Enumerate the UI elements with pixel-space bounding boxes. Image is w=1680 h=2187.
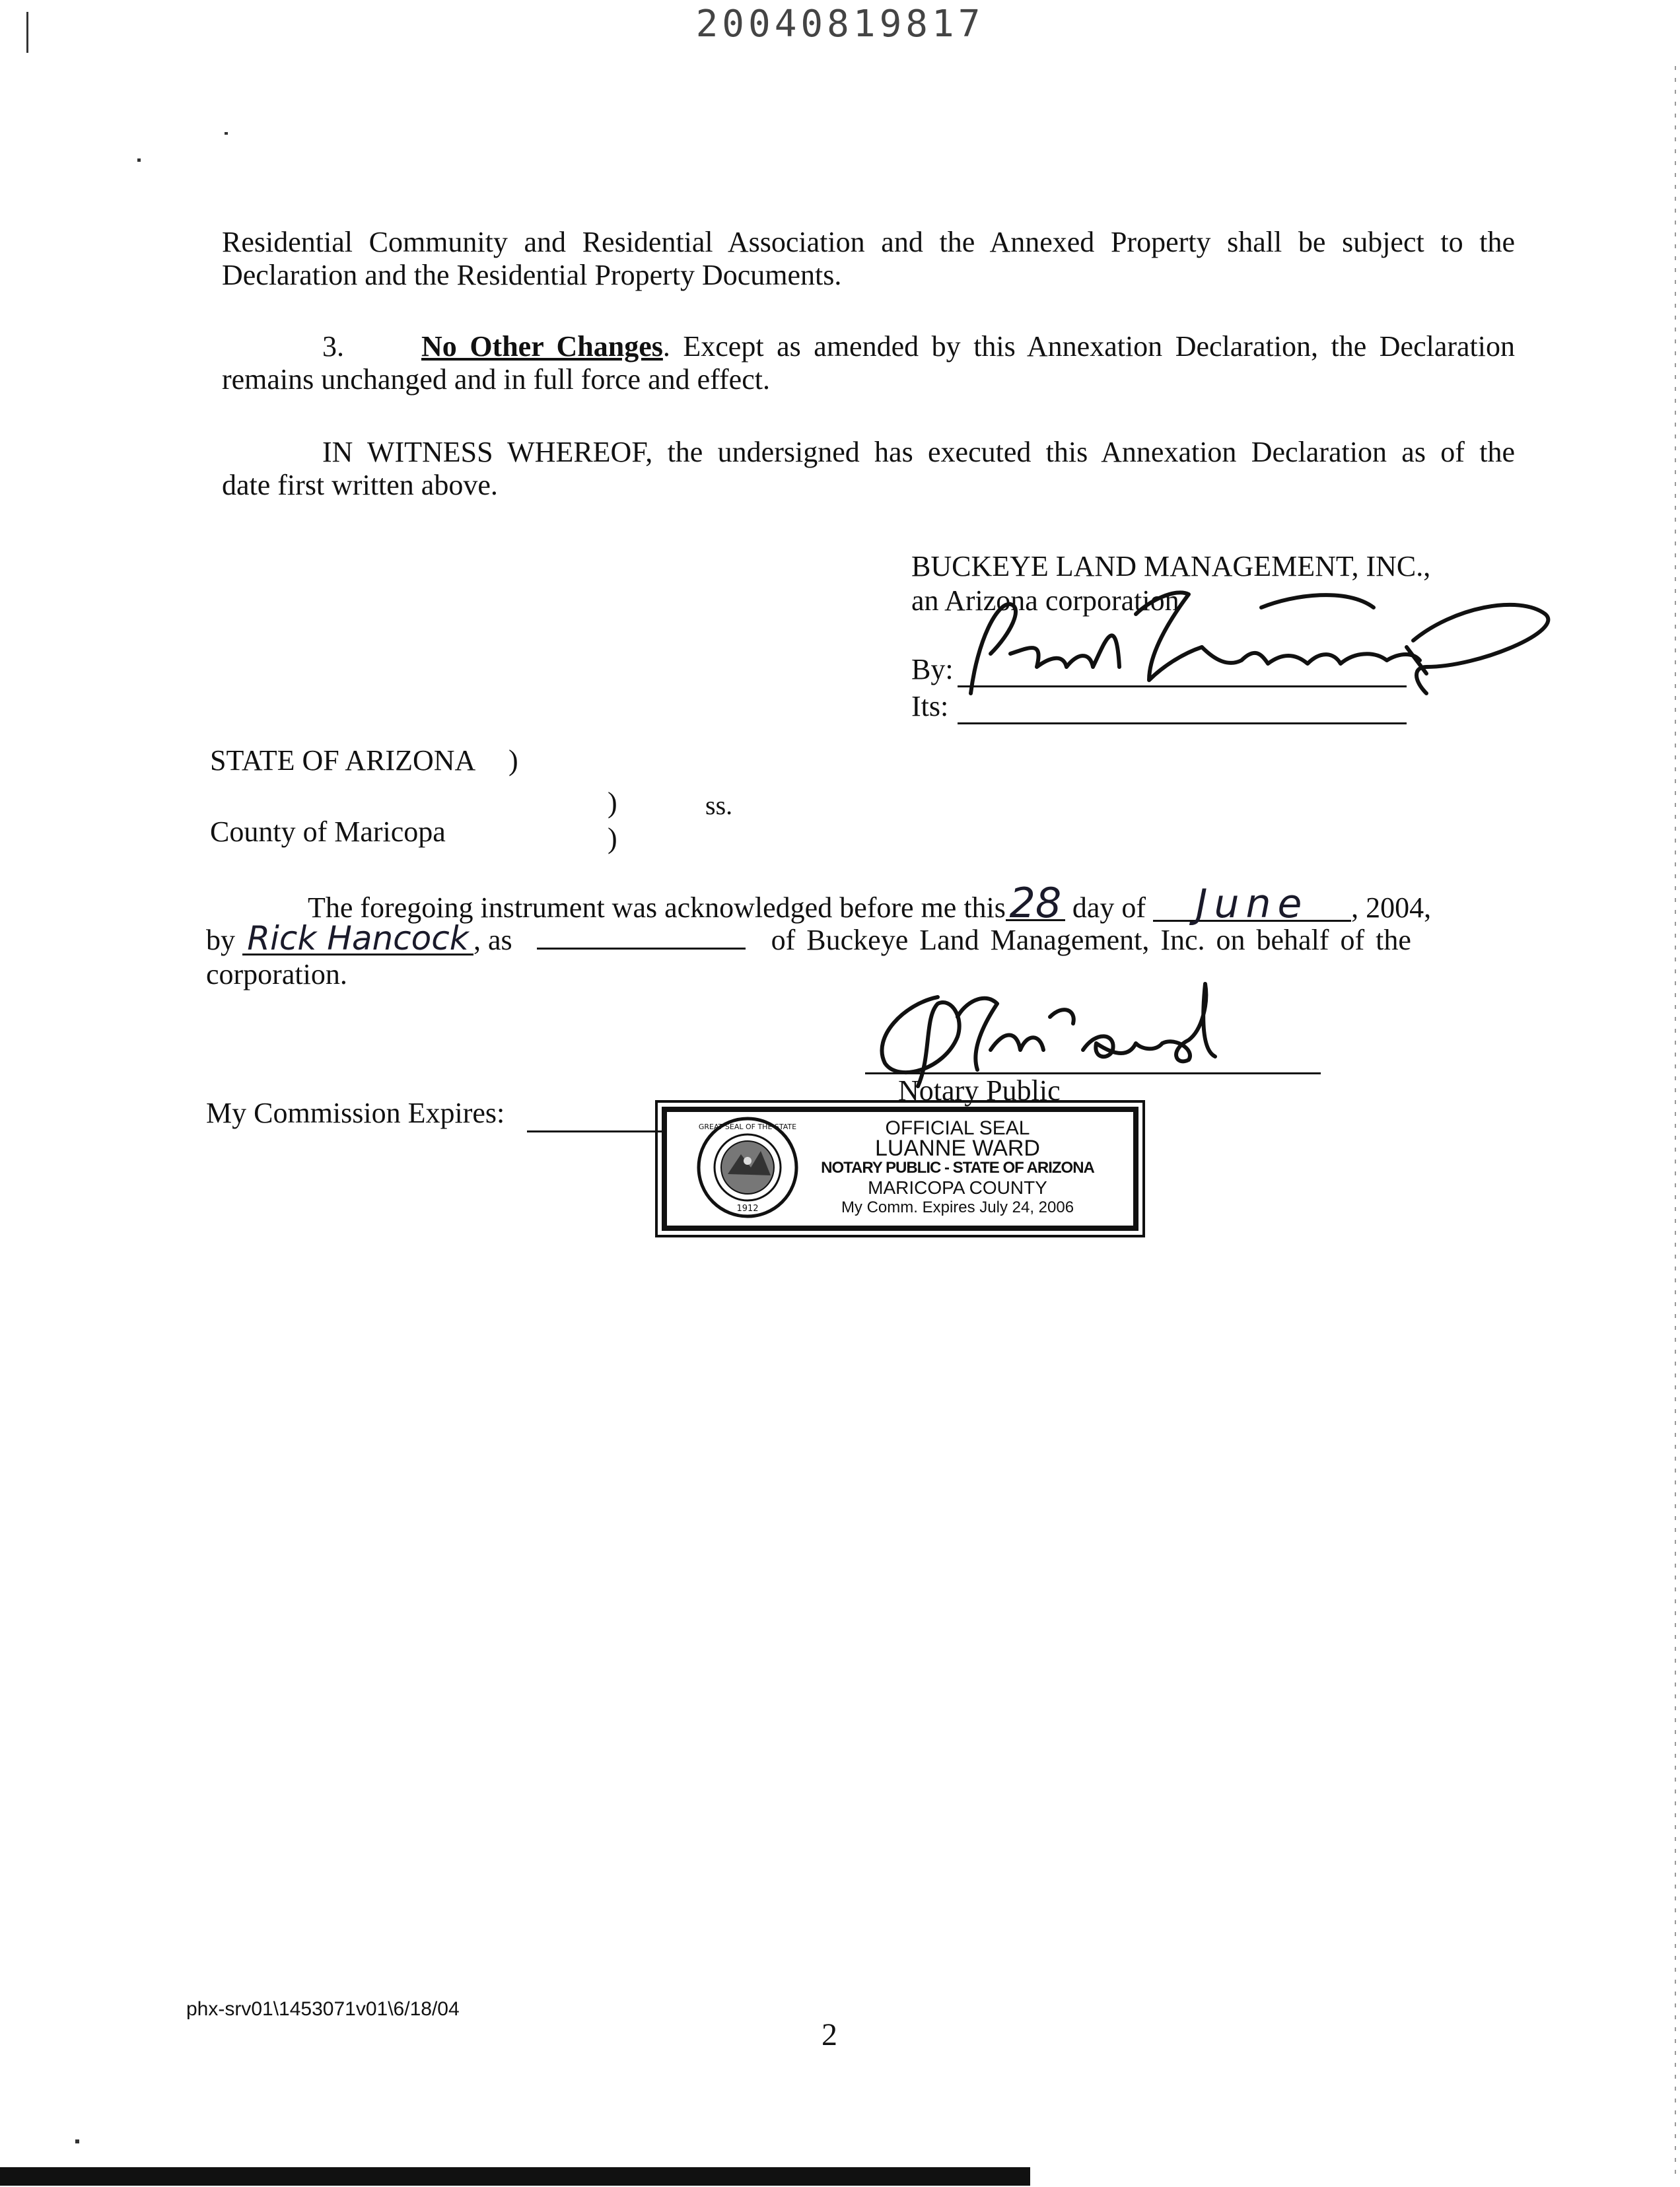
ack-text: of Buckeye Land Management, Inc. on behalf of the	[771, 924, 1411, 956]
section-number: 3.	[322, 330, 344, 363]
notary-seal-stamp	[662, 1107, 1138, 1231]
section-no-other-changes	[222, 330, 1515, 396]
paragraph-line: IN WITNESS WHEREOF, the undersigned has executed this Annexation Declaration as of the	[322, 436, 1515, 468]
handwritten-month: June	[1153, 888, 1351, 922]
venue-county: County of Maricopa	[210, 816, 446, 848]
scan-dot	[75, 2139, 79, 2143]
paragraph-line: date first written above.	[222, 469, 498, 501]
acknowledgment-line-3: corporation.	[206, 958, 347, 990]
scan-right-edge	[1675, 66, 1676, 2179]
seal-text-block	[812, 1119, 1103, 1218]
scan-dot	[225, 132, 228, 135]
notary-label: Notary Public	[898, 1074, 1061, 1107]
scan-bottom-bar	[0, 2167, 1030, 2186]
venue-paren: )	[608, 786, 617, 819]
title-blank	[537, 924, 746, 950]
company-name: BUCKEYE LAND MANAGEMENT, INC.,	[911, 550, 1431, 582]
venue-paren: )	[608, 822, 617, 854]
seal-line-expires: My Comm. Expires July 24, 2006	[841, 1198, 1074, 1216]
recording-number: 20040819817	[695, 3, 985, 46]
section-text: . Except as amended by this Annexation Declaration, the Declaration	[662, 330, 1515, 363]
ack-text: day of	[1072, 891, 1146, 924]
commission-label: My Commission Expires:	[206, 1097, 505, 1129]
svg-text:1912: 1912	[736, 1204, 759, 1214]
venue-paren: )	[508, 744, 518, 777]
svg-text:GREAT SEAL OF THE STATE: GREAT SEAL OF THE STATE	[698, 1123, 797, 1131]
seal-line-title: NOTARY PUBLIC - STATE OF ARIZONA	[821, 1159, 1094, 1177]
paragraph-line: Residential Community and Residential Association and the Annexed Property shall be subject to the	[222, 226, 1515, 258]
ack-text: , 2004,	[1351, 891, 1432, 924]
page-number: 2	[822, 2017, 837, 2052]
venue-ss: ss.	[705, 790, 733, 820]
venue-state: STATE OF ARIZONA	[210, 744, 476, 777]
signature-rick-hancock	[951, 568, 1572, 707]
its-line	[958, 722, 1407, 724]
witness-paragraph	[222, 436, 1515, 502]
paragraph-continuation	[222, 226, 1515, 292]
section-heading: No Other Changes	[421, 330, 663, 363]
scan-dot	[137, 158, 141, 162]
handwritten-day: 28	[1006, 887, 1065, 921]
by-label: By:	[911, 653, 954, 685]
paragraph-line: Declaration and the Residential Property Documents.	[222, 259, 842, 291]
ack-text: The foregoing instrument was acknowledged before me this	[308, 891, 1006, 924]
entity-type: an Arizona corporation	[911, 584, 1179, 617]
ack-as: , as	[473, 924, 512, 956]
arizona-state-seal-emblem	[695, 1115, 800, 1220]
paragraph-line	[222, 330, 1515, 363]
seal-line-official: OFFICIAL SEAL	[885, 1117, 1030, 1139]
acknowledgment-line-2	[206, 919, 1510, 957]
acknowledgment-line-1	[308, 879, 1510, 927]
ack-by: by	[206, 924, 235, 956]
its-label: Its:	[911, 690, 949, 722]
footer-doc-id: phx-srv01\1453071v01\6/18/04	[186, 1998, 460, 2020]
seal-line-name: LUANNE WARD	[875, 1136, 1040, 1161]
seal-line-county: MARICOPA COUNTY	[868, 1177, 1047, 1198]
paragraph-line: remains unchanged and in full force and effect.	[222, 363, 770, 396]
handwritten-name: Rick Hancock	[242, 923, 473, 955]
